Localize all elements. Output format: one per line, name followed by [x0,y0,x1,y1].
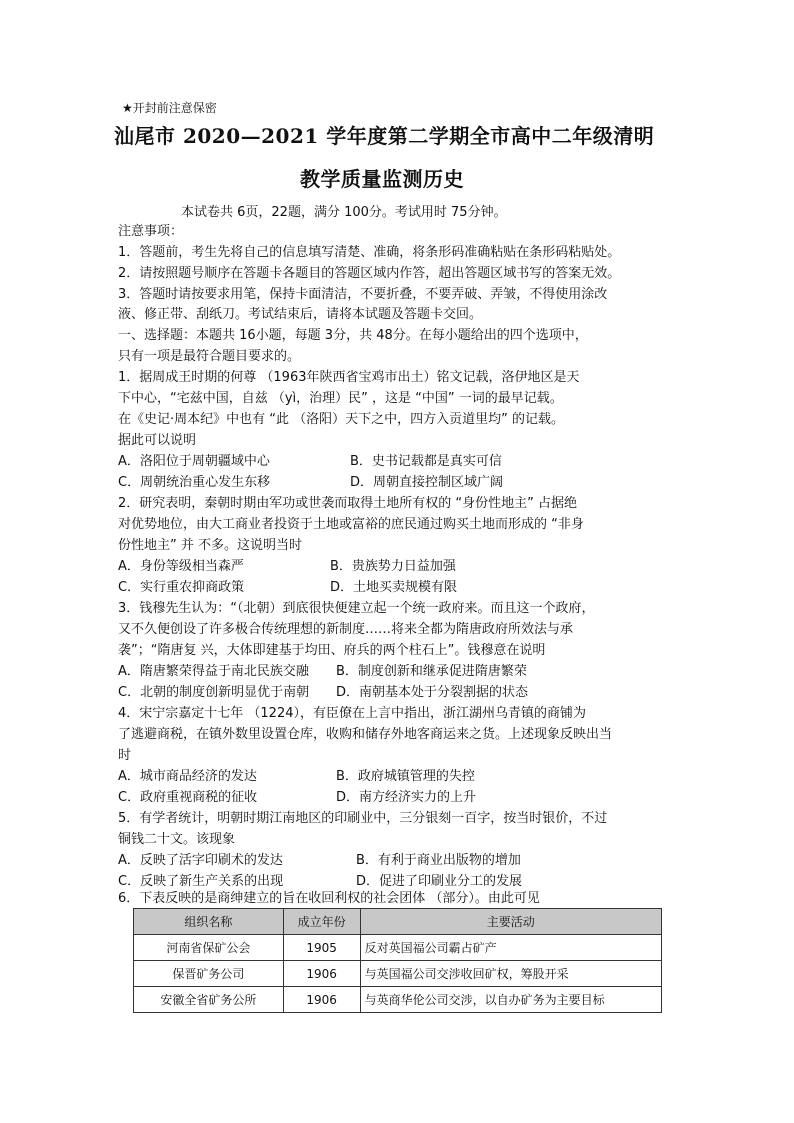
option-b[interactable]: B．有利于商业出版物的增加 [356,853,521,868]
exam-title-line2: 教学质量监测历史 [300,167,464,191]
question-text: 下中心，“宅兹中国，自兹 （yì，治理）民” ，这是 “中国” 一词的最早记载。 [118,391,563,406]
question-text: 时 [118,748,132,763]
question-text: 2．研究表明，秦朝时期由军功或世袭而取得土地所有权的 “身份性地主” 占据绝 [118,496,578,511]
option-c[interactable]: C．实行重农抑商政策 [118,580,245,595]
option-c[interactable]: C．政府重视商税的征收 [118,790,258,805]
option-a[interactable]: A．隋唐繁荣得益于南北民族交融 [118,664,309,679]
section-instructions-2: 只有一项是最符合题目要求的。 [118,349,301,364]
option-a[interactable]: A．身份等级相当森严 [118,559,244,574]
question-text: 对优势地位，由大工商业者投资于土地或富裕的庶民通过购买土地而形成的 “非身 [118,517,584,532]
table-row [134,935,662,961]
organizations-table [133,908,662,1013]
option-a[interactable]: A．城市商品经济的发达 [118,769,257,784]
table-cell: 反对英国福公司霸占矿产 [360,935,661,961]
table-row [134,987,662,1013]
question-text: 6．下表反映的是商绅建立的旨在收回利权的社会团体 （部分）。由此可见 [118,891,540,906]
column-header: 成立年份 [283,909,360,935]
table-cell: 河南省保矿公会 [134,935,284,961]
table-cell: 1905 [283,935,360,961]
option-b[interactable]: B．史书记载都是真实可信 [350,454,502,469]
option-d[interactable]: D．土地买卖规模有限 [330,580,458,595]
question-text: 4．宋宁宗嘉定十七年 （1224），有臣僚在上言中指出，浙江湖州乌青镇的商铺为 [118,706,586,721]
option-b[interactable]: B．政府城镇管理的失控 [336,769,475,784]
table-cell: 保晋矿务公司 [134,961,284,987]
question-text: 袭”；“隋唐复 兴，大体即建基于均田、府兵的两个柱石上”。钱穆意在说明 [118,643,546,658]
note-3b: 液、修正带、刮纸刀。考试结束后，请将本试题及答题卡交回。 [118,307,483,322]
option-d[interactable]: D．南朝基本处于分裂割据的状态 [336,685,529,700]
question-text: 1．据周成王时期的何尊 （1963年陕西省宝鸡市出土）铭文记载，洛伊地区是天 [118,370,580,385]
option-c[interactable]: C．北朝的制度创新明显优于南朝 [118,685,310,700]
table-cell: 安徽全省矿务公所 [134,987,284,1013]
table-cell: 1906 [283,987,360,1013]
question-text: 份性地主” 并 不多。这说明当时 [118,538,302,553]
option-b[interactable]: B．制度创新和继承促进隋唐繁荣 [336,664,527,679]
option-b[interactable]: B．贵族势力日益加强 [330,559,456,574]
table-cell: 与英商华伦公司交涉，以自办矿务为主要目标 [360,987,661,1013]
option-c[interactable]: C．周朝统治重心发生东移 [118,475,271,490]
question-text: 铜钱二十文。该现象 [118,832,236,847]
question-text: 了逃避商税，在镇外数里设置仓库，收购和储存外地客商运来之货。上述现象反映出当 [118,727,613,742]
option-a[interactable]: A．反映了活字印刷术的发达 [118,853,283,868]
note-2: 2．请按照题号顺序在答题卡各题目的答题区域内作答，超出答题区域书写的答案无效。 [118,266,621,281]
question-text: 5．有学者统计，明朝时期江南地区的印刷业中，三分银刻一百字，按当时银价，不过 [118,811,608,826]
column-header: 主要活动 [360,909,661,935]
table-header-row [134,909,662,935]
table-cell: 1906 [283,961,360,987]
notes-heading: 注意事项： [118,224,184,239]
question-text: 3．钱穆先生认为：“（北朝）到底很快便建立起一个统一政府来。而且这一个政府， [118,601,595,616]
confidential-mark: ★开封前注意保密 [122,101,217,115]
question-text: 又不久便创设了许多极合传统理想的新制度……将来全都为隋唐政府所效法与承 [118,622,574,637]
table-cell: 与英国福公司交涉收回矿权，筹股开采 [360,961,661,987]
table-row [134,961,662,987]
question-text: 在《史记·周本纪》中也有 “此 （洛阳）天下之中，四方入贡道里均” 的记载。 [118,412,564,427]
question-text: 据此可以说明 [118,433,197,448]
option-d[interactable]: D．周朝直接控制区域广阔 [350,475,504,490]
option-d[interactable]: D．南方经济实力的上升 [336,790,477,805]
note-3a: 3．答题时请按要求用笔，保持卡面清洁，不要折叠，不要弄破、弄皱，不得使用涂改 [118,287,608,302]
column-header: 组织名称 [134,909,284,935]
section-instructions-1: 一、选择题：本题共 16小题，每题 3分，共 48分。在每小题给出的四个选项中， [118,328,588,343]
option-a[interactable]: A．洛阳位于周朝疆域中心 [118,454,270,469]
note-1: 1．答题前，考生先将自己的信息填写清楚、准确，将条形码准确粘贴在条形码粘贴处。 [118,245,621,260]
option-c[interactable]: C．反映了新生产关系的出现 [118,874,284,889]
option-d[interactable]: D．促进了印刷业分工的发展 [356,874,523,889]
exam-info: 本试卷共 6页，22题，满分 100分。考试用时 75分钟。 [181,205,507,220]
exam-title-line1: 汕尾市 2020—2021 学年度第二学期全市高中二年级清明 [114,124,655,148]
